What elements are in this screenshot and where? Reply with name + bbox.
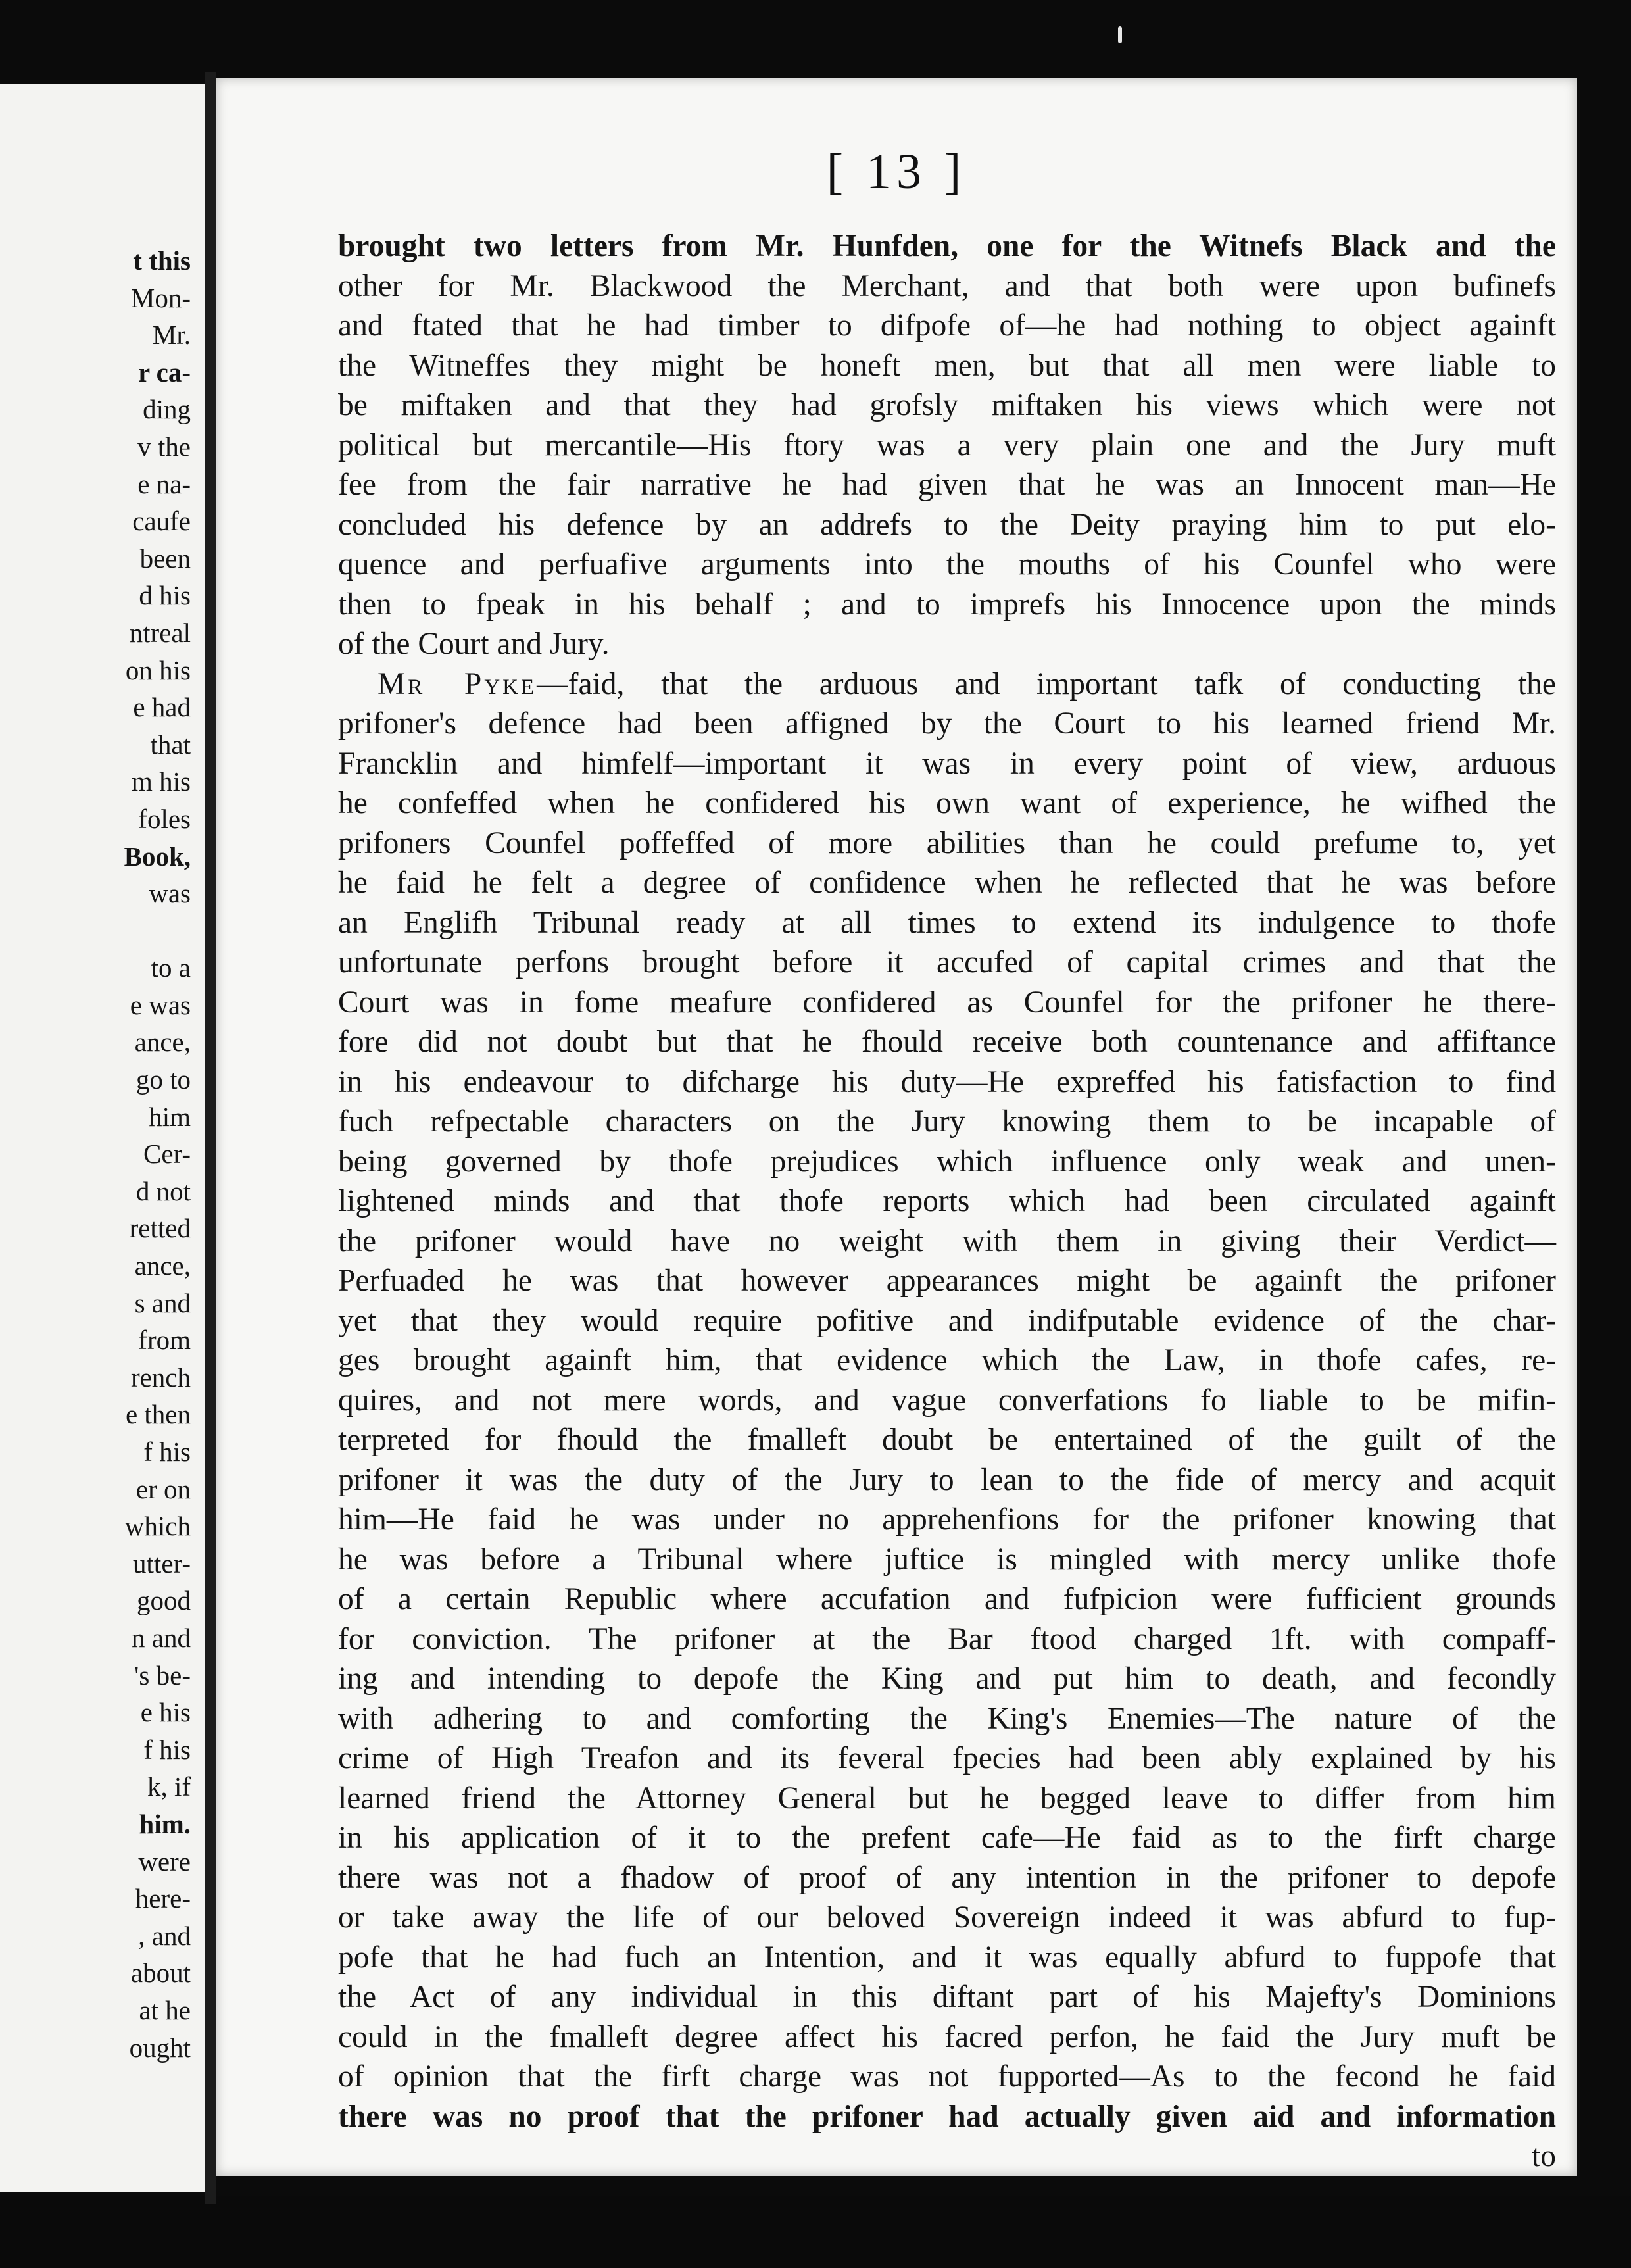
text-line: other for Mr. Blackwood the Merchant, and that both were upon bufinefs bbox=[338, 268, 1556, 303]
previous-page-line: at he bbox=[139, 1994, 191, 2025]
previous-page-line: about bbox=[130, 1958, 191, 1988]
text-line: could in the fmalleft degree affect his facred perfon, he faid the Jury muft be bbox=[338, 2019, 1556, 2054]
text-line: yet that they would require pofitive and indifputable evidence of the char- bbox=[338, 1303, 1556, 1338]
scan-mark bbox=[1118, 26, 1122, 43]
previous-page-line: ntreal bbox=[129, 617, 191, 648]
text-line: of the Court and Jury. bbox=[338, 627, 610, 661]
previous-page-line: e then bbox=[125, 1399, 191, 1430]
text-line: prifoner's defence had been affigned by the Court to his learned friend Mr. bbox=[338, 706, 1556, 741]
previous-page-line: to a bbox=[151, 952, 191, 983]
previous-page-line: him. bbox=[139, 1808, 191, 1839]
previous-page-line: r ca- bbox=[137, 357, 191, 387]
text-line: Court was in fome meafure confidered as Counfel for the prifoner he there- bbox=[338, 985, 1556, 1020]
text-line: prifoners Counfel poffeffed of more abilities than he could prefume to, yet bbox=[338, 826, 1556, 860]
previous-page-line: f his bbox=[143, 1734, 191, 1765]
text-line: concluded his defence by an addrefs to the Deity praying him to put elo- bbox=[338, 507, 1556, 542]
previous-page-line: e was bbox=[130, 989, 191, 1020]
previous-page-line: e had bbox=[133, 692, 191, 723]
previous-page-line: d his bbox=[139, 580, 191, 611]
main-page bbox=[216, 78, 1577, 2176]
text-line: then to fpeak in his behalf ; and to imprefs his Innocence upon the minds bbox=[338, 587, 1556, 622]
previous-page-line: e na- bbox=[137, 468, 191, 499]
previous-page-line: f his bbox=[143, 1437, 191, 1467]
text-line: in his endeavour to difcharge his duty—He expreffed his fatisfaction to find bbox=[338, 1064, 1556, 1099]
text-line: terpreted for fhould the fmalleft doubt be entertained of the guilt of the bbox=[338, 1423, 1556, 1457]
text-line: the Witneffes they might be honeft men, but that all men were liable to bbox=[338, 348, 1556, 383]
text-line: being governed by thofe prejudices which influence only weak and unen- bbox=[338, 1144, 1556, 1179]
text-line: of opinion that the firft charge was not fupported—As to the fecond he faid bbox=[338, 2059, 1556, 2094]
paragraph-first-line-text: —faid, that the arduous and important tafk of conducting the bbox=[537, 666, 1556, 701]
previous-page-line: , and bbox=[138, 1920, 191, 1951]
previous-page-line: were bbox=[138, 1846, 191, 1877]
paragraph-first-line bbox=[338, 664, 1556, 704]
previous-page-line: which bbox=[124, 1511, 191, 1542]
previous-page-line: on his bbox=[125, 654, 191, 685]
previous-page-line: ance, bbox=[134, 1250, 191, 1281]
text-line: him—He faid he was under no apprehenfions for the prifoner knowing that bbox=[338, 1502, 1556, 1537]
text-line: pofe that he had fuch an Intention, and it was equally abfurd to fuppofe that bbox=[338, 1940, 1556, 1975]
previous-page-line: k, if bbox=[147, 1771, 191, 1802]
previous-page-line: t this bbox=[133, 245, 191, 276]
text-line: quence and perfuafive arguments into the mouths of his Counfel who were bbox=[338, 547, 1556, 581]
text-line: ing and intending to depofe the King and put him to death, and fecondly bbox=[338, 1662, 1556, 1696]
previous-page-line: retted bbox=[129, 1213, 191, 1244]
text-line: for conviction. The prifoner at the Bar ftood charged 1ft. with compaff- bbox=[338, 1621, 1556, 1656]
previous-page-line: d not bbox=[135, 1175, 191, 1206]
previous-page-line: m his bbox=[132, 766, 191, 797]
previous-page-line: v the bbox=[137, 431, 191, 462]
previous-page-line: utter- bbox=[133, 1548, 191, 1579]
text-line: fore did not doubt but that he fhould receive both countenance and affiftance bbox=[338, 1025, 1556, 1059]
text-line: unfortunate perfons brought before it accufed of capital crimes and that the bbox=[338, 945, 1556, 979]
previous-page-line: Book, bbox=[124, 841, 191, 872]
text-line: in his application of it to the prefent cafe—He faid as to the firft charge bbox=[338, 1821, 1556, 1855]
text-line: ges brought againft him, that evidence which the Law, in thofe cafes, re- bbox=[338, 1343, 1556, 1377]
text-line: with adhering to and comforting the King's Enemies—The nature of the bbox=[338, 1701, 1556, 1736]
text-line: to bbox=[1532, 2139, 1556, 2173]
previous-page-line: ought bbox=[129, 2032, 191, 2063]
scan-border-bottom bbox=[0, 2196, 1631, 2268]
previous-page-line: good bbox=[137, 1585, 191, 1616]
text-line: learned friend the Attorney General but he begged leave to differ from him bbox=[338, 1781, 1556, 1815]
text-line: brought two letters from Mr. Hunfden, one for the Witnefs Black and the bbox=[338, 229, 1556, 263]
text-line: the prifoner would have no weight with them in giving their Verdict— bbox=[338, 1223, 1556, 1258]
page-gutter bbox=[205, 72, 216, 2204]
previous-page-line: caufe bbox=[132, 506, 191, 537]
text-line: fee from the fair narrative he had given that he was an Innocent man—He bbox=[338, 468, 1556, 502]
page-number: [ 13 ] bbox=[826, 144, 967, 199]
previous-page-line: here- bbox=[135, 1883, 191, 1914]
text-line: he confeffed when he confidered his own want of experience, he wifhed the bbox=[338, 786, 1556, 820]
text-line: be miftaken and that they had grofsly miftaken his views which were not bbox=[338, 388, 1556, 422]
text-line: fuch refpectable characters on the Jury knowing them to be incapable of bbox=[338, 1104, 1556, 1139]
previous-page-line: was bbox=[149, 878, 191, 909]
previous-page-line: Mr. bbox=[152, 320, 191, 351]
previous-page-fragment bbox=[0, 84, 205, 2192]
text-line: quires, and not mere words, and vague converfations fo liable to be mifin- bbox=[338, 1383, 1556, 1418]
text-line: and ftated that he had timber to difpofe of—he had nothing to object againft bbox=[338, 308, 1556, 343]
body-text bbox=[338, 226, 1556, 2177]
text-line: crime of High Treafon and its feveral fpecies had been ably explained by his bbox=[338, 1741, 1556, 1775]
previous-page-line: from bbox=[138, 1325, 191, 1356]
previous-page-line: been bbox=[139, 543, 191, 574]
text-line: prifoner it was the duty of the Jury to lean to the fide of mercy and acquit bbox=[338, 1462, 1556, 1497]
text-line: or take away the life of our beloved Sovereign indeed it was abfurd to fup- bbox=[338, 1900, 1556, 1935]
previous-page-line: s and bbox=[134, 1287, 191, 1318]
previous-page-line: n and bbox=[132, 1622, 191, 1653]
text-line: an Englifh Tribunal ready at all times to extend its indulgence to thofe bbox=[338, 905, 1556, 940]
previous-page-line: 's be- bbox=[134, 1660, 191, 1690]
text-line: Perfuaded he was that however appearances might be againft the prifoner bbox=[338, 1264, 1556, 1298]
previous-page-line bbox=[0, 912, 191, 950]
previous-page-line: him bbox=[149, 1101, 191, 1132]
text-line: the Act of any individual in this diftant part of his Majefty's Dominions bbox=[338, 1980, 1556, 2014]
speaker-name: Mr Pyke bbox=[377, 666, 537, 701]
text-line: of a certain Republic where accufation and fufpicion were fufficient grounds bbox=[338, 1582, 1556, 1616]
previous-page-line: foles bbox=[138, 803, 191, 834]
previous-page-line: that bbox=[150, 729, 191, 760]
previous-page-line: e his bbox=[140, 1697, 191, 1728]
text-line: there was no proof that the prifoner had actually given aid and information bbox=[338, 2099, 1556, 2134]
previous-page-line: Cer- bbox=[143, 1139, 191, 1170]
text-line: political but mercantile—His ftory was a very plain one and the Jury muft bbox=[338, 428, 1556, 462]
previous-page-line: ance, bbox=[134, 1027, 191, 1058]
text-line: he faid he felt a degree of confidence when he reflected that he was before bbox=[338, 866, 1556, 900]
text-line: he was before a Tribunal where juftice is mingled with mercy unlike thofe bbox=[338, 1542, 1556, 1577]
previous-page-line: er on bbox=[135, 1473, 191, 1504]
text-line: there was not a fhadow of proof of any intention in the prifoner to depofe bbox=[338, 1860, 1556, 1895]
text-line: Francklin and himfelf—important it was in every point of view, arduous bbox=[338, 746, 1556, 781]
text-line: lightened minds and that thofe reports which had been circulated againft bbox=[338, 1184, 1556, 1218]
previous-page-line: go to bbox=[135, 1064, 191, 1095]
previous-page-line: rench bbox=[130, 1362, 191, 1393]
previous-page-line: Mon- bbox=[130, 282, 191, 313]
previous-page-text bbox=[0, 242, 191, 2066]
previous-page-line: ding bbox=[143, 394, 191, 425]
